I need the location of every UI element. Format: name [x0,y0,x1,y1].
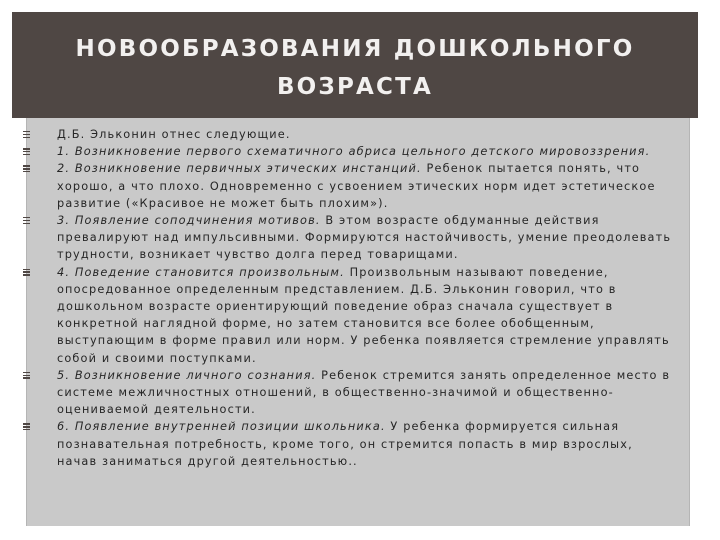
bullet-body-text: Д.Б. Эльконин отнес следующие. [57,128,291,141]
bullet-item [27,143,677,160]
list-bullet-icon [23,131,30,138]
bullet-heading-text: 4. Поведение становится произвольным. [57,265,345,279]
left-margin [12,118,26,526]
bullet-heading-text: 3. Появление соподчинения мотивов. [57,214,321,228]
list-bullet-icon [23,372,30,379]
slide [12,12,698,526]
bullet-item [27,212,677,264]
bullet-item [27,126,677,143]
bullet-item [27,264,677,367]
list-bullet-icon [23,148,30,155]
bullet-list [27,126,677,470]
bullet-item [27,367,677,419]
bullet-heading-text: 5. Возникновение личного сознания. [57,368,317,382]
list-bullet-icon [23,217,30,224]
bullet-body-text: Произвольным называют поведение, опосредованное определенным представлением. Д.Б. Эльконин говорил, что в дошкольном возрасте ориентирующий поведение образ сначала существует в конкретной наглядной форме, но затем становится все более обобщенным, выступающим в форме правил или норм. У ребенка появляется стремление управлять собой и своими поступками. [57,265,670,365]
bullet-body-text: Ребенок стремится занять определенное место в системе межличностных отношений, в общественно-значимой и общественно-оцениваемой деятельности. [57,368,671,417]
bullet-heading-text: 2. Возникновение первичных этических инстанций. [57,162,422,176]
bullet-item [27,418,677,470]
bullet-body-text: В этом возрасте обдуманные действия превалируют над импульсивными. Формируются настойчивость, умение преодолевать трудности, возникает чувство долга перед товарищами. [57,214,672,262]
title-bar [12,12,698,118]
slide-title-line-1: НОВООБРАЗОВАНИЯ ДОШКОЛЬНОГО [75,36,635,62]
bullet-body-text: У ребенка формируется сильная познавательная потребность, кроме того, он стремится попасть в мир взрослых, начав заниматься другой деятельностью.. [57,420,633,468]
bullet-body-text: Ребенок пытается понять, что хорошо, а что плохо. Одновременно с усвоением этических норм идет эстетическое развитие («Красивое не может быть плохим»). [57,162,656,210]
list-bullet-icon [23,423,30,430]
content-box [26,118,690,526]
bullet-heading-text: 1. Возникновение первого схематичного абриса цельного детского мировоззрения. [57,145,651,159]
list-bullet-icon [23,269,30,276]
bullet-item [27,160,677,212]
slide-title [76,30,635,106]
slide-title-line-2: ВОЗРАСТА [276,74,434,100]
bullet-heading-text: 6. Появление внутренней позиции школьника. [57,420,386,434]
list-bullet-icon [23,165,30,172]
